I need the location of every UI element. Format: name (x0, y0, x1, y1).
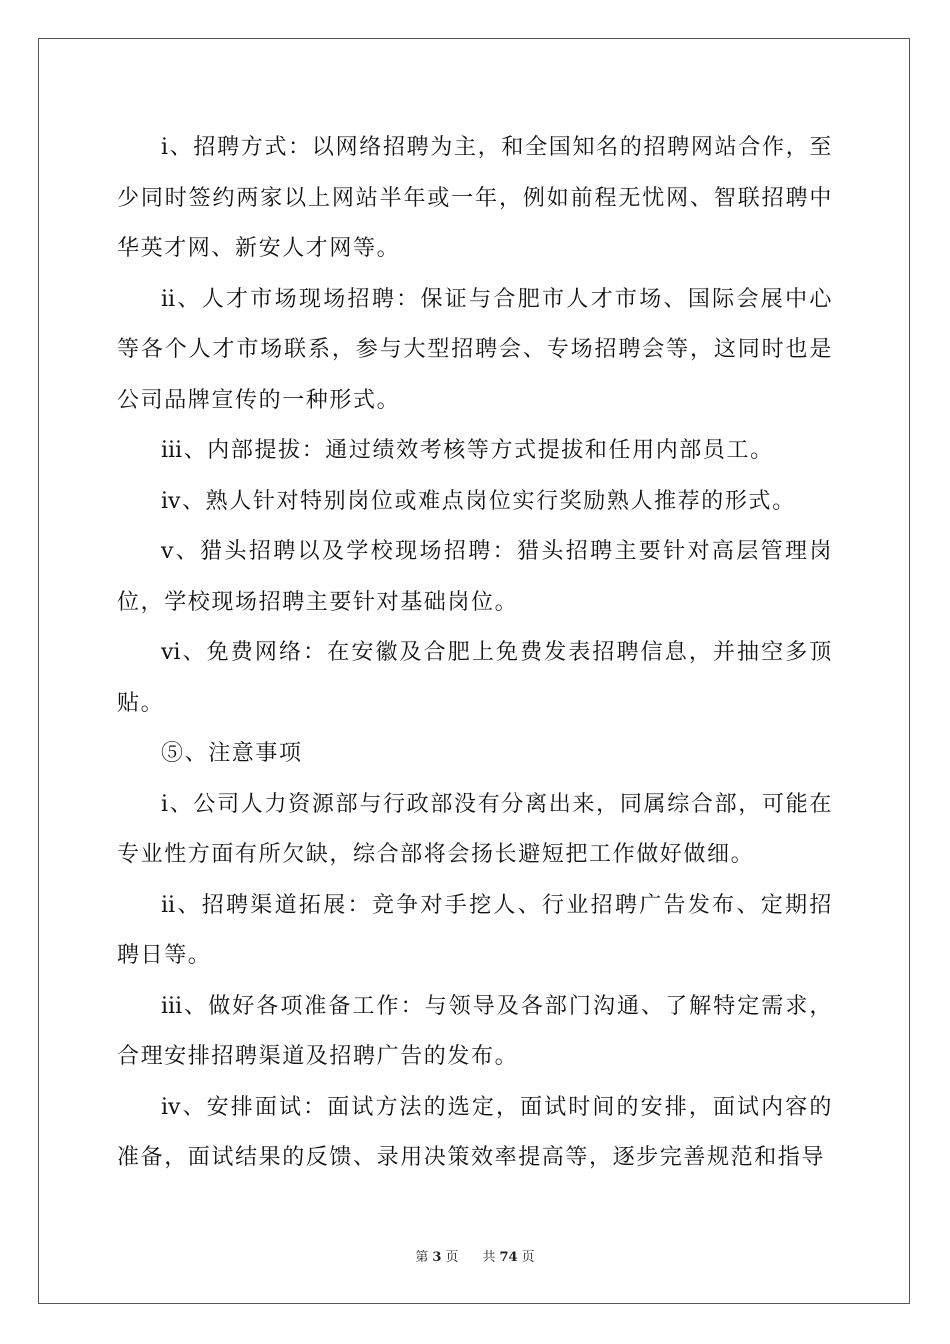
footer-total-suffix: 页 (521, 1250, 535, 1265)
paragraph-note-3: ⅲ、做好各项准备工作：与领导及各部门沟通、了解特定需求，合理安排招聘渠道及招聘广告的发布。 (117, 993, 833, 1069)
paragraph-recruit-method-6: ⅵ、免费网络：在安徽及合肥上免费发表招聘信息，并抽空多顶贴。 (117, 640, 833, 716)
paragraph-recruit-method-1: ⅰ、招聘方式：以网络招聘为主，和全国知名的招聘网站合作，至少同时签约两家以上网站半年或一年，例如前程无忧网、智联招聘中华英才网、新安人才网等。 (117, 135, 833, 261)
document-body (117, 123, 833, 1184)
paragraph-note-1: ⅰ、公司人力资源部与行政部没有分离出来，同属综合部，可能在专业性方面有所欠缺，综合部将会扬长避短把工作做好做细。 (117, 791, 833, 867)
paragraph-recruit-method-3: ⅲ、内部提拔：通过绩效考核等方式提拔和任用内部员工。 (161, 438, 774, 463)
footer-page-number: 3 (432, 1250, 442, 1265)
paragraph-recruit-method-4: ⅳ、熟人针对特别岗位或难点岗位实行奖励熟人推荐的形式。 (161, 488, 796, 514)
page-footer (0, 1246, 950, 1265)
section-heading-notes: ⑤、注意事项 (161, 741, 303, 766)
footer-page-suffix: 页 (445, 1250, 459, 1265)
paragraph-recruit-method-5: ⅴ、猎头招聘以及学校现场招聘：猎头招聘主要针对高层管理岗位，学校现场招聘主要针对基础岗位。 (117, 539, 833, 615)
footer-page-prefix: 第 (415, 1250, 429, 1265)
paragraph-note-2: ⅱ、招聘渠道拓展：竞争对手挖人、行业招聘广告发布、定期招聘日等。 (117, 892, 833, 968)
paragraph-recruit-method-2: ⅱ、人才市场现场招聘：保证与合肥市人才市场、国际会展中心等各个人才市场联系，参与大型招聘会、专场招聘会等，这同时也是公司品牌宣传的一种形式。 (117, 286, 833, 413)
footer-total-pages: 74 (499, 1250, 518, 1265)
paragraph-note-4: ⅳ、安排面试：面试方法的选定，面试时间的安排，面试内容的准备，面试结果的反馈、录用决策效率提高等，逐步完善规范和指导 (117, 1094, 833, 1170)
footer-total-prefix: 共 (482, 1250, 496, 1265)
